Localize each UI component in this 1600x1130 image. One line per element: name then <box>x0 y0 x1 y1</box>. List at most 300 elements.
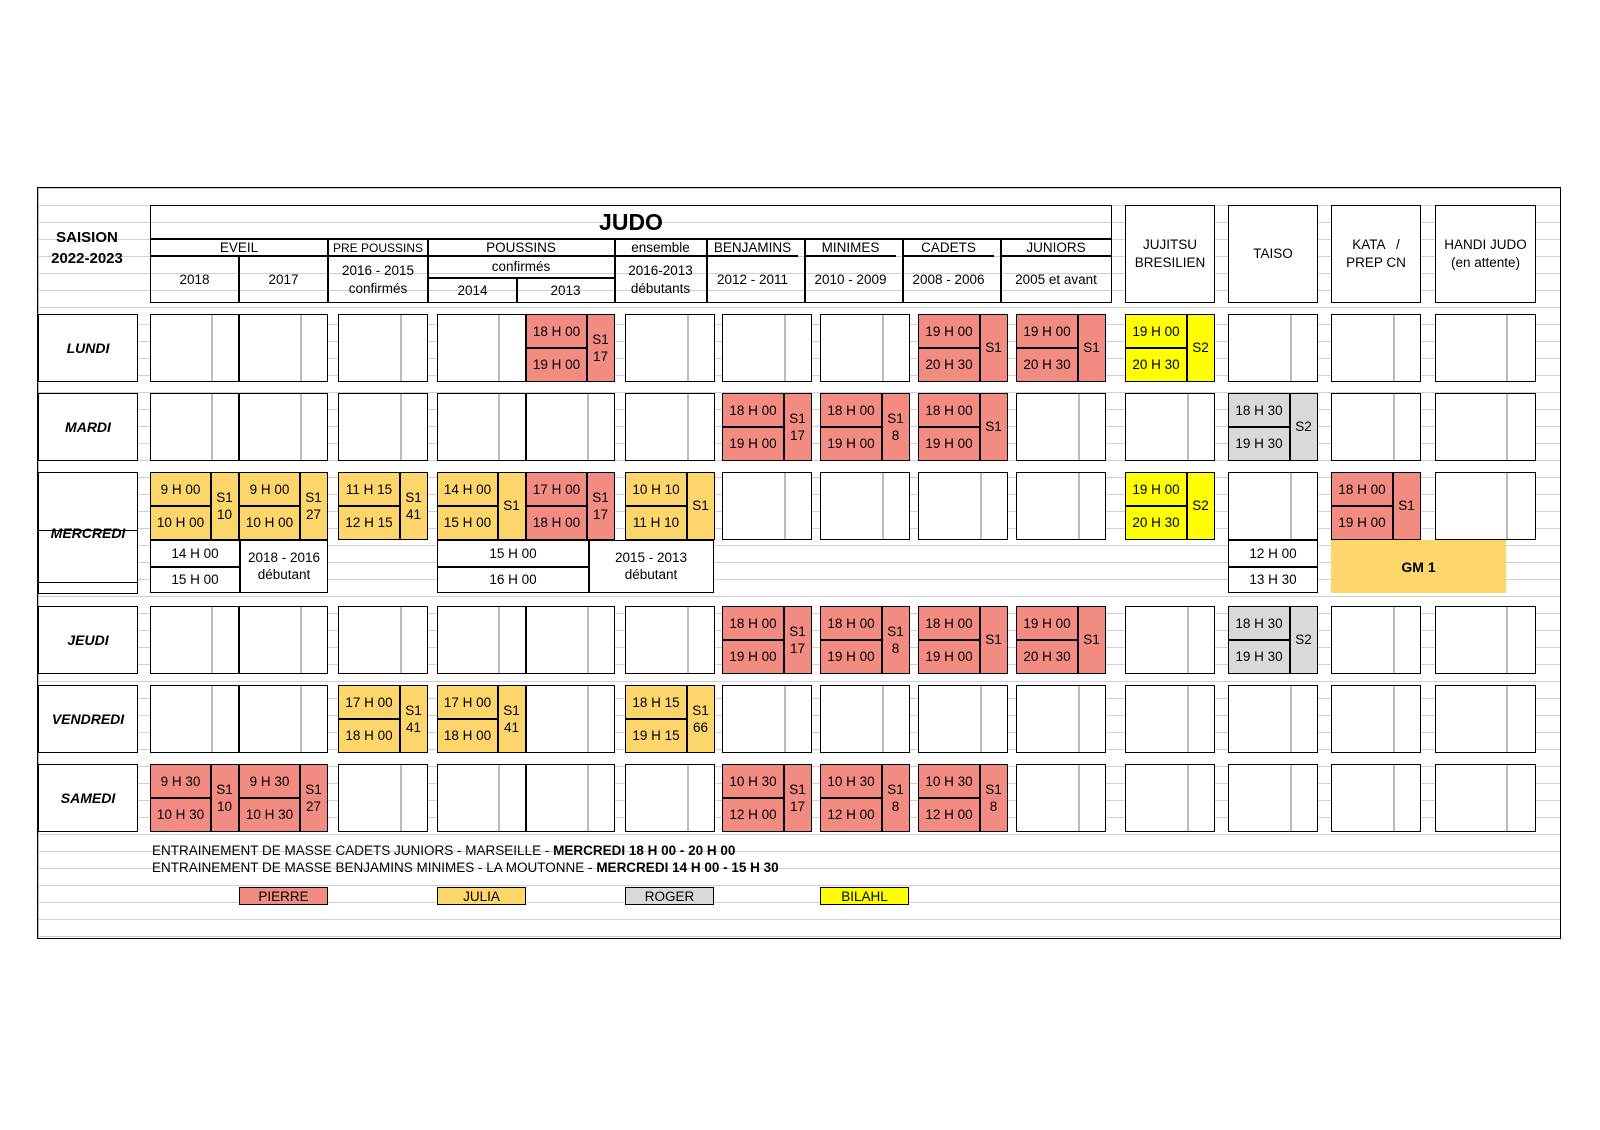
cell-inner-divider <box>400 765 402 831</box>
session-lundi-p2013 <box>526 314 615 382</box>
session-end-time: 20 H 30 <box>925 356 973 372</box>
header-eveil: EVEIL <box>219 239 259 255</box>
group-code: S1 <box>789 410 806 426</box>
group-code: S2 <box>1192 498 1209 513</box>
cell-inner-divider <box>882 473 884 539</box>
cell-mardi-jjb <box>1125 393 1215 461</box>
session-end-time: 19 H 00 <box>1338 514 1386 530</box>
session-start-time: 17 H 00 <box>443 694 492 710</box>
session-group <box>784 607 811 672</box>
judo-title: JUDO <box>599 209 663 235</box>
cell-samedi-handi <box>1435 764 1536 832</box>
kata-line2: PREP CN <box>1346 255 1406 270</box>
group-size: 66 <box>692 719 709 735</box>
session-start-time: 19 H 00 <box>925 323 973 339</box>
group-code: S1 <box>692 498 709 513</box>
note-2-bold: MERCREDI 14 H 00 - 15 H 30 <box>596 860 779 875</box>
session-start-time: 18 H 00 <box>925 402 973 418</box>
session-start-time: 19 H 00 <box>1023 323 1071 339</box>
cell-inner-divider <box>882 686 884 752</box>
session-group <box>882 607 909 672</box>
cell-inner-divider <box>1506 315 1508 381</box>
cell-inner-divider <box>882 315 884 381</box>
cell-lundi-ens <box>625 314 715 382</box>
cell-inner-divider <box>498 394 500 460</box>
session-group <box>300 473 327 538</box>
jujitsu-line1: JUJITSU <box>1143 237 1197 252</box>
session-end-time: 19 H 00 <box>827 435 875 451</box>
cell-inner-divider <box>1187 686 1189 752</box>
cell-samedi-p2013 <box>526 764 615 832</box>
session-start-time: 19 H 00 <box>1023 615 1071 631</box>
session-start-time: 17 H 00 <box>532 481 581 497</box>
poussins-extra-start: 15 H 00 <box>489 546 537 561</box>
session-mardi-cad <box>918 393 1008 461</box>
group-code: S1 <box>985 632 1002 647</box>
session-jeudi-min <box>820 606 910 674</box>
session-start-time: 9 H 30 <box>160 773 201 789</box>
session-end-time: 20 H 30 <box>1023 356 1071 372</box>
session-end-time: 10 H 00 <box>245 514 294 530</box>
session-end-time: 18 H 00 <box>532 514 581 530</box>
session-vendredi-ens <box>625 685 715 753</box>
cell-inner-divider <box>784 686 786 752</box>
session-lundi-jjb <box>1125 314 1215 382</box>
session-group <box>1187 473 1214 538</box>
day-label-vendredi: VENDREDI <box>38 685 138 753</box>
cell-samedi-ens <box>625 764 715 832</box>
group-code: S2 <box>1295 419 1312 434</box>
cell-vendredi-ben <box>722 685 812 753</box>
session-group <box>980 765 1007 830</box>
cell-lundi-handi <box>1435 314 1536 382</box>
session-samedi-min <box>820 764 910 832</box>
session-group <box>1187 315 1214 380</box>
session-start-time: 18 H 00 <box>729 402 777 418</box>
group-size: 8 <box>989 798 998 814</box>
cell-samedi-jun <box>1016 764 1106 832</box>
group-code: S1 <box>1083 340 1100 355</box>
cell-vendredi-e2017 <box>239 685 328 753</box>
taiso-extra-end: 13 H 30 <box>1249 572 1297 587</box>
session-lundi-jun <box>1016 314 1106 382</box>
cell-jeudi-ens <box>625 606 715 674</box>
cell-mardi-p2013 <box>526 393 615 461</box>
session-start-time: 18 H 30 <box>1235 402 1283 418</box>
session-start-time: 9 H 30 <box>249 773 290 789</box>
session-samedi-e2017 <box>239 764 328 832</box>
header-cadets-years: 2008 - 2006 <box>912 271 985 287</box>
session-end-time: 20 H 30 <box>1132 514 1180 530</box>
session-end-time: 10 H 00 <box>156 514 205 530</box>
header-ensemble: ensemble <box>631 239 690 255</box>
session-group <box>498 686 525 751</box>
ens-extra-note <box>589 541 713 591</box>
eveil-extra-note <box>240 541 328 591</box>
session-group <box>587 315 614 380</box>
handi-line1: HANDI JUDO <box>1444 237 1527 252</box>
header-taiso <box>1228 205 1318 303</box>
group-code: S1 <box>789 781 806 797</box>
session-mercredi-ens <box>625 472 715 540</box>
cell-samedi-kata <box>1331 764 1421 832</box>
cell-inner-divider <box>1078 765 1080 831</box>
cell-inner-divider <box>1393 315 1395 381</box>
gm1-block: GM 1 <box>1331 540 1506 593</box>
group-code: S1 <box>405 702 422 718</box>
group-code: S1 <box>1398 498 1415 513</box>
cell-inner-divider <box>587 394 589 460</box>
group-size: 10 <box>216 798 233 814</box>
cell-inner-divider <box>687 394 689 460</box>
cell-jeudi-handi <box>1435 606 1536 674</box>
session-group <box>882 765 909 830</box>
cell-inner-divider <box>1187 607 1189 673</box>
group-size: 17 <box>789 427 806 443</box>
session-group <box>498 473 525 538</box>
group-code: S1 <box>789 623 806 639</box>
cell-mardi-kata <box>1331 393 1421 461</box>
header-benjamins-years: 2012 - 2011 <box>716 271 789 287</box>
cell-vendredi-jun <box>1016 685 1106 753</box>
schedule-sheet <box>37 187 1561 939</box>
cell-inner-divider <box>1506 473 1508 539</box>
session-start-time: 18 H 00 <box>827 615 875 631</box>
cell-inner-divider <box>587 686 589 752</box>
session-group <box>211 765 238 830</box>
session-start-time: 9 H 00 <box>160 481 201 497</box>
session-group <box>1078 315 1105 380</box>
cell-inner-divider <box>498 765 500 831</box>
cell-mardi-handi <box>1435 393 1536 461</box>
mercredi-eveil-extra <box>150 540 328 593</box>
session-start-time: 18 H 00 <box>532 323 581 339</box>
cell-jeudi-p2014 <box>437 606 526 674</box>
session-start-time: 10 H 10 <box>632 481 680 497</box>
cell-inner-divider <box>1290 315 1292 381</box>
session-mardi-tai <box>1228 393 1318 461</box>
session-group <box>1393 473 1420 538</box>
eveil-extra-end: 15 H 00 <box>171 572 219 587</box>
eveil-note-line2: débutant <box>257 567 311 582</box>
cell-inner-divider <box>687 315 689 381</box>
session-end-time: 19 H 15 <box>632 727 680 743</box>
cell-lundi-p2014 <box>437 314 526 382</box>
header-minimes: MINIMES <box>821 239 880 255</box>
cell-lundi-ben <box>722 314 812 382</box>
group-code: S1 <box>305 489 322 505</box>
header-poussins-2013: 2013 <box>550 282 581 298</box>
session-start-time: 18 H 15 <box>632 694 680 710</box>
session-jeudi-ben <box>722 606 812 674</box>
group-size: 17 <box>592 348 609 364</box>
session-end-time: 19 H 30 <box>1235 648 1283 664</box>
ens-note-line1: 2015 - 2013 <box>614 550 688 565</box>
cell-inner-divider <box>1506 394 1508 460</box>
session-start-time: 19 H 00 <box>1132 323 1180 339</box>
session-end-time: 19 H 30 <box>1235 435 1283 451</box>
cell-inner-divider <box>1078 473 1080 539</box>
group-code: S1 <box>503 498 520 513</box>
jujitsu-line2: BRESILIEN <box>1134 255 1206 270</box>
session-jeudi-cad <box>918 606 1008 674</box>
header-jujitsu <box>1125 205 1215 303</box>
cell-inner-divider <box>300 315 302 381</box>
cell-samedi-tai <box>1228 764 1318 832</box>
group-size: 17 <box>789 798 806 814</box>
session-jeudi-tai <box>1228 606 1318 674</box>
group-code: S1 <box>592 331 609 347</box>
mercredi-taiso-extra <box>1228 540 1318 593</box>
season-years: 2022-2023 <box>51 250 123 267</box>
session-mercredi-jjb <box>1125 472 1215 540</box>
cell-inner-divider <box>1393 607 1395 673</box>
cell-inner-divider <box>211 315 213 381</box>
cell-inner-divider <box>1187 394 1189 460</box>
cell-samedi-jjb <box>1125 764 1215 832</box>
taiso-extra-start: 12 H 00 <box>1249 546 1297 561</box>
group-code: S2 <box>1295 632 1312 647</box>
cell-jeudi-kata <box>1331 606 1421 674</box>
header-cadets: CADETS <box>921 239 976 255</box>
header-eveil-2018: 2018 <box>179 271 210 287</box>
cell-vendredi-jjb <box>1125 685 1215 753</box>
group-size: 17 <box>592 506 609 522</box>
group-code: S1 <box>405 489 422 505</box>
group-size: 27 <box>305 798 322 814</box>
legend-julia: JULIA <box>437 887 526 905</box>
group-code: S1 <box>985 340 1002 355</box>
session-end-time: 10 H 30 <box>156 806 205 822</box>
session-group <box>1290 607 1317 672</box>
header-ensemble-years <box>615 256 706 303</box>
header-pre-poussins-years <box>328 256 428 303</box>
group-code: S1 <box>887 781 904 797</box>
session-start-time: 18 H 30 <box>1235 615 1283 631</box>
session-group <box>300 765 327 830</box>
header-juniors-years: 2005 et avant <box>1015 271 1097 287</box>
group-code: S1 <box>503 702 520 718</box>
cell-jeudi-e2018 <box>150 606 239 674</box>
cell-inner-divider <box>1393 394 1395 460</box>
legend-pierre: PIERRE <box>239 887 328 905</box>
session-samedi-ben <box>722 764 812 832</box>
group-size: 10 <box>216 506 233 522</box>
session-mardi-min <box>820 393 910 461</box>
session-end-time: 15 H 00 <box>443 514 492 530</box>
note-1-text: ENTRAINEMENT DE MASSE CADETS JUNIORS - MARSEILLE - <box>152 843 554 858</box>
header-handi-judo <box>1435 205 1536 303</box>
group-size: 8 <box>891 798 900 814</box>
group-code: S1 <box>1083 632 1100 647</box>
ensemble-years-line2: débutants <box>630 280 691 296</box>
session-samedi-cad <box>918 764 1008 832</box>
cell-inner-divider <box>211 607 213 673</box>
session-end-time: 20 H 30 <box>1132 356 1180 372</box>
group-code: S1 <box>985 419 1002 434</box>
cell-samedi-pre <box>338 764 428 832</box>
cell-inner-divider <box>300 394 302 460</box>
cell-inner-divider <box>1393 686 1395 752</box>
session-lundi-cad <box>918 314 1008 382</box>
cell-mercredi-jun <box>1016 472 1106 540</box>
session-jeudi-jun <box>1016 606 1106 674</box>
session-start-time: 10 H 30 <box>925 773 973 789</box>
header-poussins-2014: 2014 <box>457 282 488 298</box>
session-end-time: 11 H 10 <box>632 514 680 530</box>
header-kata <box>1331 205 1421 303</box>
session-end-time: 19 H 00 <box>925 648 973 664</box>
cell-lundi-pre <box>338 314 428 382</box>
cell-inner-divider <box>1290 473 1292 539</box>
cell-lundi-min <box>820 314 910 382</box>
session-start-time: 18 H 00 <box>925 615 973 631</box>
cell-inner-divider <box>498 315 500 381</box>
group-code: S2 <box>1192 340 1209 355</box>
session-mercredi-e2017 <box>239 472 328 540</box>
cell-inner-divider <box>784 473 786 539</box>
ensemble-years-line1: 2016-2013 <box>628 262 693 278</box>
group-code: S1 <box>985 781 1002 797</box>
session-start-time: 10 H 30 <box>827 773 875 789</box>
eveil-extra-start: 14 H 00 <box>171 546 219 561</box>
session-end-time: 20 H 30 <box>1023 648 1071 664</box>
session-end-time: 10 H 30 <box>245 806 294 822</box>
session-group <box>1290 394 1317 459</box>
session-group <box>882 394 909 459</box>
session-group <box>400 686 427 751</box>
session-group <box>980 315 1007 380</box>
cell-vendredi-e2018 <box>150 685 239 753</box>
group-size: 41 <box>503 719 520 735</box>
cell-inner-divider <box>400 315 402 381</box>
group-code: S1 <box>692 702 709 718</box>
kata-line1: KATA / <box>1352 237 1400 252</box>
cell-inner-divider <box>687 607 689 673</box>
cell-inner-divider <box>1187 765 1189 831</box>
cell-inner-divider <box>211 394 213 460</box>
day-label-mardi: MARDI <box>38 393 138 461</box>
group-code: S1 <box>887 623 904 639</box>
session-end-time: 19 H 00 <box>729 648 777 664</box>
group-size: 27 <box>305 506 322 522</box>
taiso-label: TAISO <box>1253 246 1293 261</box>
cell-inner-divider <box>1290 686 1292 752</box>
cell-jeudi-e2017 <box>239 606 328 674</box>
session-group <box>687 473 714 538</box>
cell-jeudi-jjb <box>1125 606 1215 674</box>
session-start-time: 19 H 00 <box>1132 481 1180 497</box>
cell-inner-divider <box>300 607 302 673</box>
cell-inner-divider <box>1506 765 1508 831</box>
session-end-time: 12 H 00 <box>925 806 973 822</box>
note-cadets-juniors <box>152 842 735 859</box>
session-group <box>784 765 811 830</box>
cell-inner-divider <box>980 473 982 539</box>
note-2-text: ENTRAINEMENT DE MASSE BENJAMINS MINIMES - LA MOUTONNE - <box>152 860 597 875</box>
session-start-time: 18 H 00 <box>827 402 875 418</box>
session-start-time: 14 H 00 <box>443 481 492 497</box>
session-end-time: 18 H 00 <box>443 727 492 743</box>
cell-inner-divider <box>587 607 589 673</box>
mercredi-poussins-extra <box>437 540 714 593</box>
mercredi-extension-frame <box>38 530 138 583</box>
pre-poussins-years-line1: 2016 - 2015 <box>341 262 415 278</box>
session-group <box>687 686 714 751</box>
session-end-time: 19 H 00 <box>925 435 973 451</box>
group-code: S1 <box>305 781 322 797</box>
session-mercredi-pre <box>338 472 428 540</box>
header-eveil-2017: 2017 <box>268 271 299 287</box>
cell-mardi-e2018 <box>150 393 239 461</box>
cell-mercredi-tai <box>1228 472 1318 540</box>
session-group <box>400 473 427 538</box>
group-code: S1 <box>592 489 609 505</box>
group-size: 41 <box>405 506 422 522</box>
cell-mardi-p2014 <box>437 393 526 461</box>
cell-jeudi-pre <box>338 606 428 674</box>
handi-line2: (en attente) <box>1450 255 1521 270</box>
cell-mercredi-cad <box>918 472 1008 540</box>
cell-inner-divider <box>400 607 402 673</box>
header-benjamins: BENJAMINS <box>713 239 792 255</box>
session-start-time: 17 H 00 <box>345 694 393 710</box>
cell-inner-divider <box>1078 394 1080 460</box>
header-pre-poussins: PRE POUSSINS <box>332 240 424 255</box>
season-cell <box>38 228 136 268</box>
day-label-mercredi: MERCREDI <box>38 472 138 594</box>
session-end-time: 12 H 00 <box>729 806 777 822</box>
legend-roger: ROGER <box>625 887 714 905</box>
group-size: 8 <box>891 640 900 656</box>
cell-vendredi-tai <box>1228 685 1318 753</box>
cell-inner-divider <box>300 686 302 752</box>
session-group <box>980 607 1007 672</box>
session-samedi-e2018 <box>150 764 239 832</box>
eveil-note-line1: 2018 - 2016 <box>247 550 321 565</box>
session-end-time: 19 H 00 <box>532 356 581 372</box>
session-mercredi-p2014 <box>437 472 526 540</box>
session-mercredi-p2013 <box>526 472 615 540</box>
cell-mardi-pre <box>338 393 428 461</box>
ens-note-line2: débutant <box>624 567 678 582</box>
session-start-time: 18 H 00 <box>1338 481 1386 497</box>
group-code: S1 <box>216 489 233 505</box>
header-minimes-years: 2010 - 2009 <box>814 271 887 287</box>
session-start-time: 10 H 30 <box>729 773 777 789</box>
cell-mardi-jun <box>1016 393 1106 461</box>
cell-vendredi-p2013 <box>526 685 615 753</box>
session-end-time: 19 H 00 <box>827 648 875 664</box>
cell-jeudi-p2013 <box>526 606 615 674</box>
session-mardi-ben <box>722 393 812 461</box>
cell-vendredi-handi <box>1435 685 1536 753</box>
cell-inner-divider <box>980 686 982 752</box>
cell-lundi-e2017 <box>239 314 328 382</box>
cell-mardi-ens <box>625 393 715 461</box>
cell-mercredi-ben <box>722 472 812 540</box>
cell-lundi-kata <box>1331 314 1421 382</box>
session-mercredi-kata <box>1331 472 1421 540</box>
note-1-bold: MERCREDI 18 H 00 - 20 H 00 <box>553 843 736 858</box>
day-label-samedi: SAMEDI <box>38 764 138 832</box>
cell-inner-divider <box>784 315 786 381</box>
session-group <box>587 473 614 538</box>
session-end-time: 18 H 00 <box>345 727 393 743</box>
cell-inner-divider <box>400 394 402 460</box>
group-size: 17 <box>789 640 806 656</box>
session-mercredi-e2018 <box>150 472 239 540</box>
